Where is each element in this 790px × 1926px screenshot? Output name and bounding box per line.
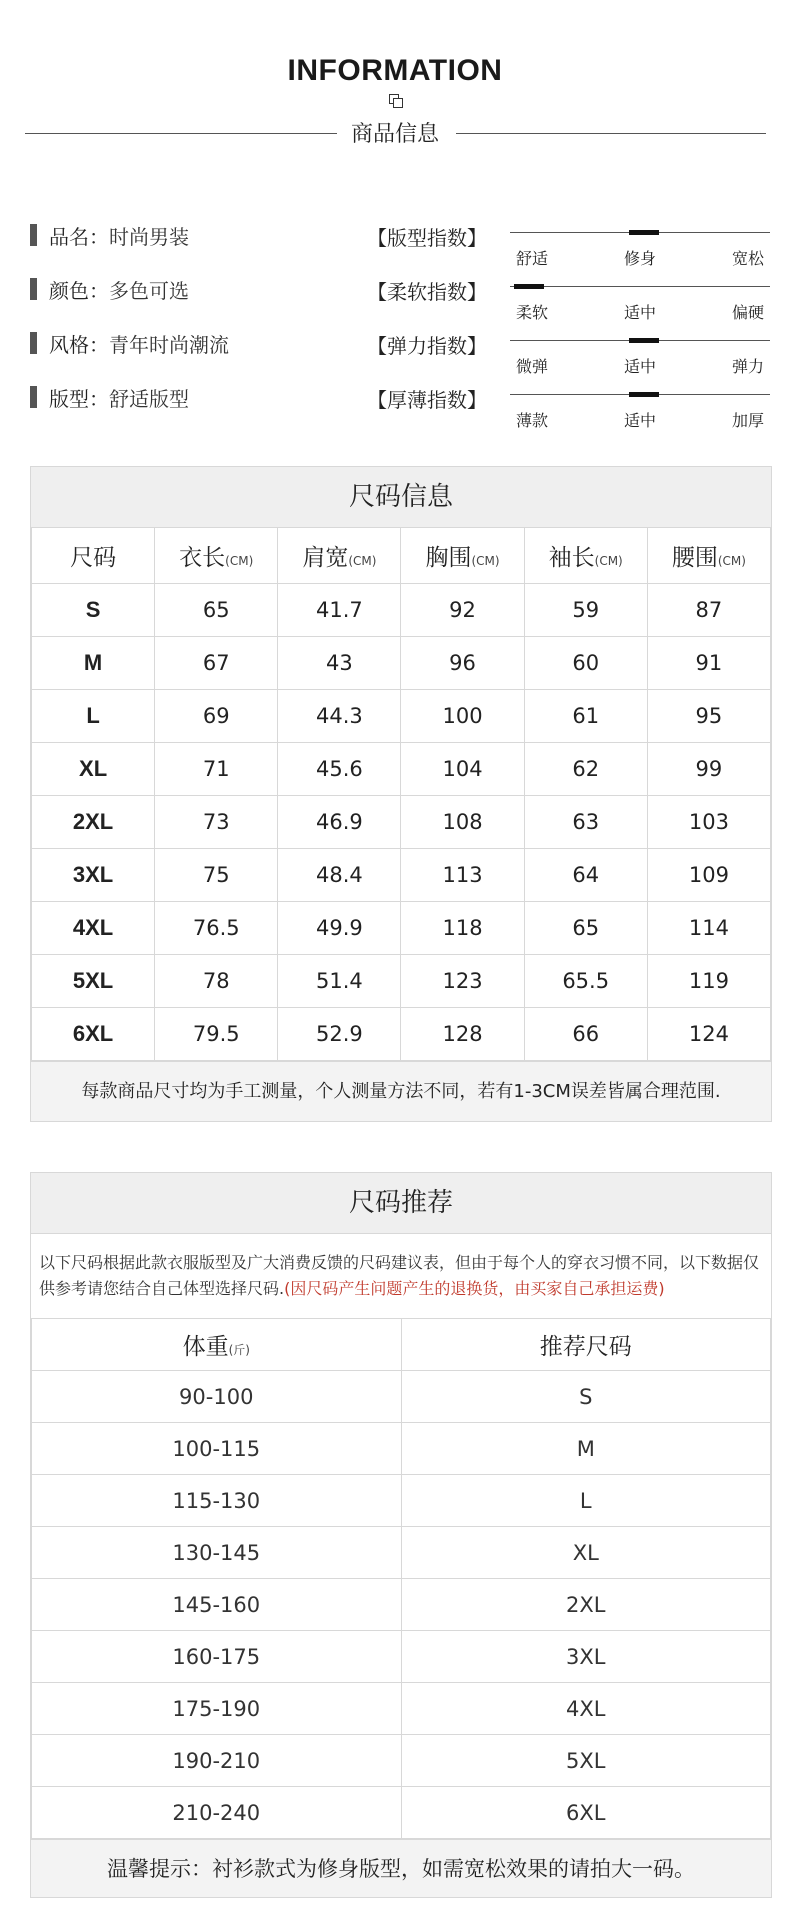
size-info-panel <box>30 466 772 1122</box>
size-cell: 2XL <box>32 796 155 849</box>
size-cell: L <box>32 690 155 743</box>
scale-label: 适中 <box>624 357 657 376</box>
scale-line <box>510 286 770 287</box>
table-row <box>32 1579 771 1631</box>
measure-cell: 51.4 <box>278 955 401 1008</box>
column-header: 推荐尺码 <box>401 1319 771 1371</box>
size-table <box>31 527 771 1061</box>
measure-cell: 123 <box>401 955 524 1008</box>
attribute-row <box>30 276 189 302</box>
measure-cell: 79.5 <box>155 1008 278 1061</box>
recommended-size-cell: M <box>401 1423 771 1475</box>
section-title: INFORMATION <box>287 54 503 87</box>
scale-label: 适中 <box>624 411 657 430</box>
measure-cell: 128 <box>401 1008 524 1061</box>
size-cell: 6XL <box>32 1008 155 1061</box>
panel-title: 尺码推荐 <box>31 1173 771 1233</box>
measure-cell: 73 <box>155 796 278 849</box>
measure-cell: 87 <box>647 584 770 637</box>
measure-cell: 92 <box>401 584 524 637</box>
measure-cell: 61 <box>524 690 647 743</box>
attribute-row <box>30 330 229 356</box>
weight-cell: 160-175 <box>32 1631 402 1683</box>
weight-cell: 145-160 <box>32 1579 402 1631</box>
index-label: 【厚薄指数】 <box>367 388 487 412</box>
measure-cell: 95 <box>647 690 770 743</box>
size-cell: 3XL <box>32 849 155 902</box>
measure-cell: 59 <box>524 584 647 637</box>
measure-cell: 65 <box>524 902 647 955</box>
measure-cell: 109 <box>647 849 770 902</box>
measure-cell: 60 <box>524 637 647 690</box>
measure-cell: 99 <box>647 743 770 796</box>
size-cell: 4XL <box>32 902 155 955</box>
column-header: 体重(斤) <box>32 1319 402 1371</box>
measurement-note: 每款商品尺寸均为手工测量，个人测量方法不同，若有1-3CM误差皆属合理范围. <box>31 1061 771 1121</box>
measure-cell: 49.9 <box>278 902 401 955</box>
attribute-value: 青年时尚潮流 <box>109 332 229 357</box>
bullet-bar <box>30 278 37 300</box>
bullet-bar <box>30 386 37 408</box>
scale-label: 宽松 <box>731 249 764 268</box>
measure-cell: 44.3 <box>278 690 401 743</box>
bullet-bar <box>30 332 37 354</box>
measure-cell: 52.9 <box>278 1008 401 1061</box>
weight-cell: 115-130 <box>32 1475 402 1527</box>
recommended-size-cell: 4XL <box>401 1683 771 1735</box>
table-row <box>32 637 771 690</box>
weight-cell: 130-145 <box>32 1527 402 1579</box>
measure-cell: 103 <box>647 796 770 849</box>
scale-label: 柔软 <box>516 303 549 322</box>
measure-cell: 104 <box>401 743 524 796</box>
weight-cell: 90-100 <box>32 1371 402 1423</box>
recommended-size-cell: L <box>401 1475 771 1527</box>
table-row <box>32 955 771 1008</box>
recommended-size-cell: 5XL <box>401 1735 771 1787</box>
measure-cell: 124 <box>647 1008 770 1061</box>
table-row <box>32 1008 771 1061</box>
table-row <box>32 902 771 955</box>
scale-label: 弹力 <box>731 357 764 376</box>
bullet-bar <box>30 224 37 246</box>
size-cell: S <box>32 584 155 637</box>
weight-cell: 210-240 <box>32 1787 402 1839</box>
scale-label: 薄款 <box>516 411 549 430</box>
recommend-table <box>31 1318 771 1839</box>
measure-cell: 96 <box>401 637 524 690</box>
scale-label: 修身 <box>624 249 657 268</box>
attribute-value: 舒适版型 <box>109 386 189 411</box>
table-row <box>32 796 771 849</box>
index-scale <box>510 340 770 380</box>
attribute-row <box>30 384 189 410</box>
table-row <box>32 1683 771 1735</box>
attribute-key: 版型： <box>49 386 109 411</box>
table-row <box>32 743 771 796</box>
measure-cell: 113 <box>401 849 524 902</box>
overlap-squares-icon <box>389 94 403 108</box>
table-row <box>32 849 771 902</box>
measure-cell: 48.4 <box>278 849 401 902</box>
panel-title: 尺码信息 <box>31 467 771 527</box>
measure-cell: 63 <box>524 796 647 849</box>
recommend-intro <box>31 1233 771 1318</box>
measure-cell: 67 <box>155 637 278 690</box>
attribute-row <box>30 222 189 248</box>
scale-label: 微弹 <box>516 357 549 376</box>
measure-cell: 76.5 <box>155 902 278 955</box>
section-subtitle: 商品信息 <box>350 122 439 147</box>
size-cell: M <box>32 637 155 690</box>
measure-cell: 71 <box>155 743 278 796</box>
index-scale <box>510 286 770 326</box>
intro-text: 以下尺码根据此款衣服版型及广大消费反馈的尺码建议表，但由于每个人的穿衣习惯不同，以下数据仅供参考请您结合自己体型选择尺码. <box>39 1253 760 1298</box>
measure-cell: 108 <box>401 796 524 849</box>
measure-cell: 78 <box>155 955 278 1008</box>
table-row <box>32 1371 771 1423</box>
table-header-row <box>32 528 771 584</box>
measure-cell: 100 <box>401 690 524 743</box>
weight-cell: 100-115 <box>32 1423 402 1475</box>
table-header-row <box>32 1319 771 1371</box>
column-header: 袖长(CM) <box>524 528 647 584</box>
attribute-value: 多色可选 <box>109 278 189 303</box>
table-row <box>32 584 771 637</box>
return-policy-text: (因尺码产生问题产生的退换货，由买家自己承担运费) <box>284 1279 665 1298</box>
size-cell: 5XL <box>32 955 155 1008</box>
measure-cell: 66 <box>524 1008 647 1061</box>
recommended-size-cell: 2XL <box>401 1579 771 1631</box>
weight-cell: 190-210 <box>32 1735 402 1787</box>
attribute-value: 时尚男装 <box>109 224 189 249</box>
measure-cell: 65 <box>155 584 278 637</box>
weight-cell: 175-190 <box>32 1683 402 1735</box>
measure-cell: 118 <box>401 902 524 955</box>
table-row <box>32 1787 771 1839</box>
tip-note: 温馨提示：衬衫款式为修身版型，如需宽松效果的请拍大一码。 <box>31 1839 771 1897</box>
divider-right <box>456 133 766 134</box>
measure-cell: 41.7 <box>278 584 401 637</box>
table-row <box>32 1527 771 1579</box>
scale-label: 加厚 <box>731 411 764 430</box>
recommended-size-cell: 6XL <box>401 1787 771 1839</box>
index-label: 【弹力指数】 <box>367 334 487 358</box>
scale-marker <box>629 392 659 397</box>
recommended-size-cell: S <box>401 1371 771 1423</box>
size-recommend-panel <box>30 1172 772 1898</box>
measure-cell: 119 <box>647 955 770 1008</box>
measure-cell: 62 <box>524 743 647 796</box>
index-label: 【柔软指数】 <box>367 280 487 304</box>
table-row <box>32 1735 771 1787</box>
scale-marker <box>629 338 659 343</box>
measure-cell: 64 <box>524 849 647 902</box>
column-header: 胸围(CM) <box>401 528 524 584</box>
measure-cell: 43 <box>278 637 401 690</box>
measure-cell: 91 <box>647 637 770 690</box>
attribute-key: 品名： <box>49 224 109 249</box>
column-header: 腰围(CM) <box>647 528 770 584</box>
index-scale <box>510 232 770 272</box>
attribute-key: 颜色： <box>49 278 109 303</box>
table-row <box>32 1475 771 1527</box>
scale-label: 偏硬 <box>731 303 764 322</box>
column-header: 尺码 <box>32 528 155 584</box>
measure-cell: 114 <box>647 902 770 955</box>
index-label: 【版型指数】 <box>367 226 487 250</box>
measure-cell: 65.5 <box>524 955 647 1008</box>
table-row <box>32 690 771 743</box>
table-row <box>32 1631 771 1683</box>
scale-label: 舒适 <box>516 249 549 268</box>
table-row <box>32 1423 771 1475</box>
size-cell: XL <box>32 743 155 796</box>
recommended-size-cell: 3XL <box>401 1631 771 1683</box>
column-header: 衣长(CM) <box>155 528 278 584</box>
measure-cell: 45.6 <box>278 743 401 796</box>
attribute-key: 风格： <box>49 332 109 357</box>
recommended-size-cell: XL <box>401 1527 771 1579</box>
measure-cell: 46.9 <box>278 796 401 849</box>
scale-marker <box>514 284 544 289</box>
column-header: 肩宽(CM) <box>278 528 401 584</box>
scale-marker <box>629 230 659 235</box>
measure-cell: 69 <box>155 690 278 743</box>
index-scale <box>510 394 770 434</box>
scale-label: 适中 <box>624 303 657 322</box>
measure-cell: 75 <box>155 849 278 902</box>
